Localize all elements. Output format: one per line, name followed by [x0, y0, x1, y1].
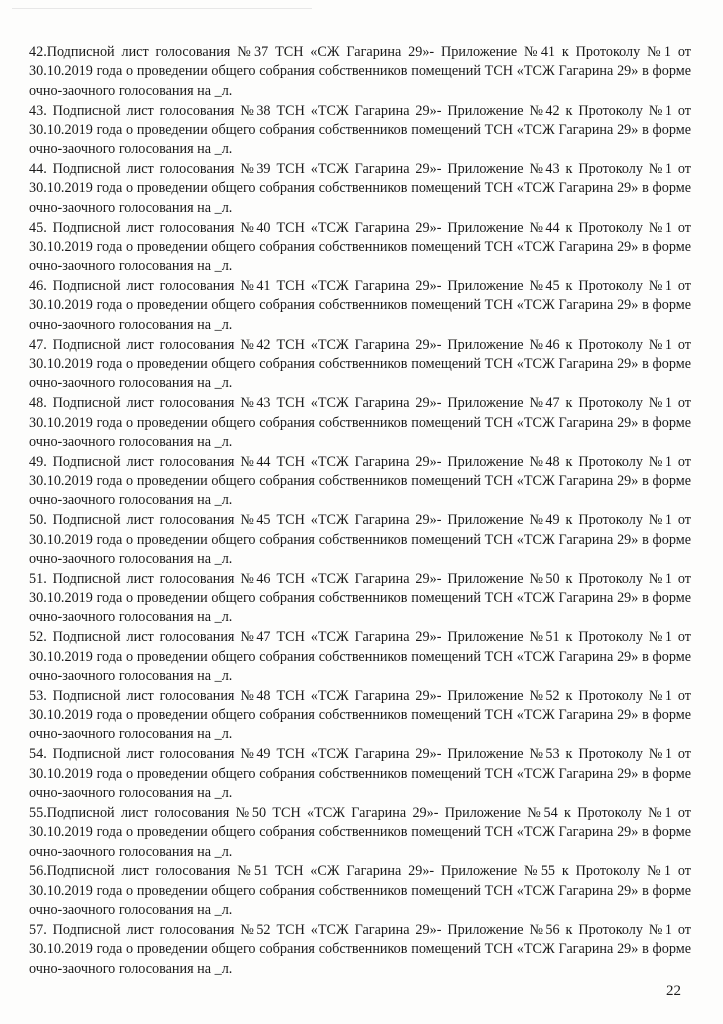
- page-number: 22: [666, 983, 681, 999]
- list-item: 45. Подписной лист голосования №40 ТСН «ТСЖ Гагарина 29»- Приложение №44 к Протоколу №1 от 30.10.2019 года о проведении общего собрания собственников помещений ТСН «ТСЖ Гагарина 29» в форме очно-заочного голосования на _л.: [29, 219, 691, 275]
- list-item: 49. Подписной лист голосования №44 ТСН «ТСЖ Гагарина 29»- Приложение №48 к Протоколу №1 от 30.10.2019 года о проведении общего собрания собственников помещений ТСН «ТСЖ Гагарина 29» в форме очно-заочного голосования на _л.: [29, 453, 691, 509]
- list-item: 47. Подписной лист голосования №42 ТСН «ТСЖ Гагарина 29»- Приложение №46 к Протоколу №1 от 30.10.2019 года о проведении общего собрания собственников помещений ТСН «ТСЖ Гагарина 29» в форме очно-заочного голосования на _л.: [29, 336, 691, 392]
- list-item: 50. Подписной лист голосования №45 ТСН «ТСЖ Гагарина 29»- Приложение №49 к Протоколу №1 от 30.10.2019 года о проведении общего собрания собственников помещений ТСН «ТСЖ Гагарина 29» в форме очно-заочного голосования на _л.: [29, 512, 691, 567]
- document-body: [29, 43, 691, 979]
- list-item: 53. Подписной лист голосования №48 ТСН «ТСЖ Гагарина 29»- Приложение №52 к Протоколу №1 от 30.10.2019 года о проведении общего собрания собственников помещений ТСН «ТСЖ Гагарина 29» в форме очно-заочного голосования на _л.: [29, 687, 691, 743]
- scan-artifact: [12, 0, 312, 9]
- list-item: 54. Подписной лист голосования №49 ТСН «ТСЖ Гагарина 29»- Приложение №53 к Протоколу №1 от 30.10.2019 года о проведении общего собрания собственников помещений ТСН «ТСЖ Гагарина 29» в форме очно-заочного голосования на _л.: [29, 746, 691, 801]
- list-item: 44. Подписной лист голосования №39 ТСН «ТСЖ Гагарина 29»- Приложение №43 к Протоколу №1 от 30.10.2019 года о проведении общего собрания собственников помещений ТСН «ТСЖ Гагарина 29» в форме очно-заочного голосования на _л.: [29, 161, 691, 216]
- list-item: 51. Подписной лист голосования №46 ТСН «ТСЖ Гагарина 29»- Приложение №50 к Протоколу №1 от 30.10.2019 года о проведении общего собрания собственников помещений ТСН «ТСЖ Гагарина 29» в форме очно-заочного голосования на _л.: [29, 570, 691, 626]
- list-item: 56.Подписной лист голосования №51 ТСН «СЖ Гагарина 29»- Приложение №55 к Протоколу №1 от 30.10.2019 года о проведении общего собрания собственников помещений ТСН «ТСЖ Гагарина 29» в форме очно-заочного голосования на _л.: [29, 863, 691, 919]
- list-item: 55.Подписной лист голосования №50 ТСН «ТСЖ Гагарина 29»- Приложение №54 к Протоколу №1 от 30.10.2019 года о проведении общего собрания собственников помещений ТСН «ТСЖ Гагарина 29» в форме очно-заочного голосования на _л.: [29, 804, 691, 860]
- list-item: 48. Подписной лист голосования №43 ТСН «ТСЖ Гагарина 29»- Приложение №47 к Протоколу №1 от 30.10.2019 года о проведении общего собрания собственников помещений ТСН «ТСЖ Гагарина 29» в форме очно-заочного голосования на _л.: [29, 395, 691, 450]
- list-item: 42.Подписной лист голосования №37 ТСН «СЖ Гагарина 29»- Приложение №41 к Протоколу №1 от 30.10.2019 года о проведении общего собрания собственников помещений ТСН «ТСЖ Гагарина 29» в форме очно-заочного голосования на _л.: [29, 44, 691, 99]
- list-item: 57. Подписной лист голосования №52 ТСН «ТСЖ Гагарина 29»- Приложение №56 к Протоколу №1 от 30.10.2019 года о проведении общего собрания собственников помещений ТСН «ТСЖ Гагарина 29» в форме очно-заочного голосования на _л.: [29, 921, 691, 977]
- list-item: 52. Подписной лист голосования №47 ТСН «ТСЖ Гагарина 29»- Приложение №51 к Протоколу №1 от 30.10.2019 года о проведении общего собрания собственников помещений ТСН «ТСЖ Гагарина 29» в форме очно-заочного голосования на _л.: [29, 629, 691, 684]
- list-item: 46. Подписной лист голосования №41 ТСН «ТСЖ Гагарина 29»- Приложение №45 к Протоколу №1 от 30.10.2019 года о проведении общего собрания собственников помещений ТСН «ТСЖ Гагарина 29» в форме очно-заочного голосования на _л.: [29, 278, 691, 333]
- list-item: 43. Подписной лист голосования №38 ТСН «ТСЖ Гагарина 29»- Приложение №42 к Протоколу №1 от 30.10.2019 года о проведении общего собрания собственников помещений ТСН «ТСЖ Гагарина 29» в форме очно-заочного голосования на _л.: [29, 102, 691, 158]
